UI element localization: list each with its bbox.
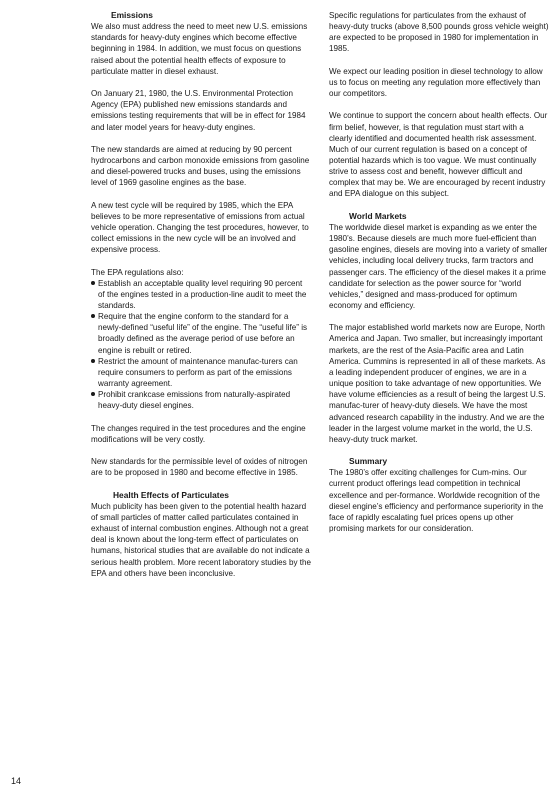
list-item: Prohibit crankcase emissions from naturally-aspirated heavy-duty diesel engines. [91, 389, 311, 411]
emissions-paragraph-3: The new standards are aimed at reducing by 90 percent hydrocarbons and carbon monoxide emissions from gasoline and diesel-powered trucks and buses, using the emissions level of 1969 gasoline engines as the base. [91, 144, 310, 188]
regulations-list [91, 278, 311, 412]
page-number: 14 [11, 776, 22, 786]
emissions-paragraph-4: A new test cycle will be required by 1985, which the EPA believes to be more representative of emissions from actual vehicle operation. Changing the test procedures, however, to collect emissions in the new cycle will be an involved and expensive process. [91, 200, 309, 255]
regulations-intro: The EPA regulations also: [91, 267, 184, 277]
list-item: Establish an acceptable quality level requiring 90 percent of the engines tested in a production-line audit to meet the standards. [91, 278, 311, 311]
health-concern-paragraph: We continue to support the concern about health effects. Our firm belief, however, is that regulation must start with a clearly identified and documented health risk assessment. Much of our current regulation is based on a concept of potential hazards which is too vague. We must continually strive to assess cost and benefit, however difficult and complex that may be. We are encouraged by recent industry and EPA dialogue on this subject. [329, 111, 548, 199]
health-effects-heading: Health Effects of Particulates [113, 489, 229, 500]
particulates-paragraph: Specific regulations for particulates from the exhaust of heavy-duty trucks (above 8,500 pounds gross vehicle weight) are expected to be proposed in 1980 for implementation in 1985. [329, 11, 549, 54]
technology-paragraph: We expect our leading position in diesel technology to allow us to focus on meeting any regulation more effectively than our competitors. [329, 66, 543, 99]
summary-heading: Summary [349, 456, 388, 467]
right-column [329, 10, 549, 545]
health-effects-paragraph: Much publicity has been given to the potential health hazard of small particles of matter called particulates contained in exhaust of internal combustion engines. Although not a great deal is known about the long-term effect of particulates on humans, historical studies that are available do not indicate a serious health problem. More recent laboratory studies by the EPA and others have been inconclusive. [91, 501, 311, 578]
world-markets-heading: World Markets [349, 210, 407, 221]
emissions-paragraph-1: We also must address the need to meet new U.S. emissions standards for heavy-duty engines which become effective beginning in 1984. In addition, we must focus on questions raised about the potential health effects of exposure to particulate matter in diesel exhaust. [91, 22, 308, 76]
emissions-paragraph-2: On January 21, 1980, the U.S. Environmental Protection Agency (EPA) published new emissions standards and emissions testing requirements that will be in effect for 1984 and later model years for heavy-duty engines. [91, 89, 306, 132]
world-markets-paragraph-1: The worldwide diesel market is expanding as we enter the 1980’s. Because diesels are much more fuel-efficient than gasoline engines, diesels are moving into a variety of smaller vehicles, including local delivery trucks, farm tractors and passenger cars. The efficiency of the diesel makes it a prime candidate for selection as the power source for “world vehicles,” designed and mass-produced for optimum economy and efficiency. [329, 222, 548, 311]
summary-paragraph: The 1980’s offer exciting challenges for Cum-mins. Our current product offerings lead competition in technical excellence and per-formance. Worldwide recognition of the diesel engine’s efficiency and performance superiority in the face of rapidly escalating fuel prices opens up other promising markets for our consideration. [329, 468, 544, 534]
emissions-heading: Emissions [111, 10, 153, 20]
emissions-paragraph-7: New standards for the permissible level of oxides of nitrogen are to be proposed in 1980 and become effective in 1985. [91, 457, 308, 478]
emissions-paragraph-6: The changes required in the test procedures and the engine modifications will be very costly. [91, 423, 306, 444]
list-item: Restrict the amount of maintenance manufac-turers can require consumers to perform as part of the emissions warranty agreement. [91, 356, 311, 389]
world-markets-paragraph-2: The major established world markets now are Europe, North America and Japan. Two smaller, but increasingly important markets, are the rest of the Asia-Pacific area and Latin America. Cummins is represented in all of these markets. As a leading independent producer of engines, we are in a unique position to take advantage of new opportunities. We have volume efficiencies as a result of being the largest U.S. manufac-turer of heavy-duty diesels. We have the most advanced research capability in the industry. And we are the leader in the largest volume market in the world, the U.S. heavy-duty truck market. [329, 323, 546, 444]
left-column [91, 10, 311, 590]
list-item: Require that the engine conform to the standard for a newly-defined “useful life” of the engine. The “useful life” is broadly defined as the average period of use before an engine is rebuilt or retired. [91, 311, 311, 356]
